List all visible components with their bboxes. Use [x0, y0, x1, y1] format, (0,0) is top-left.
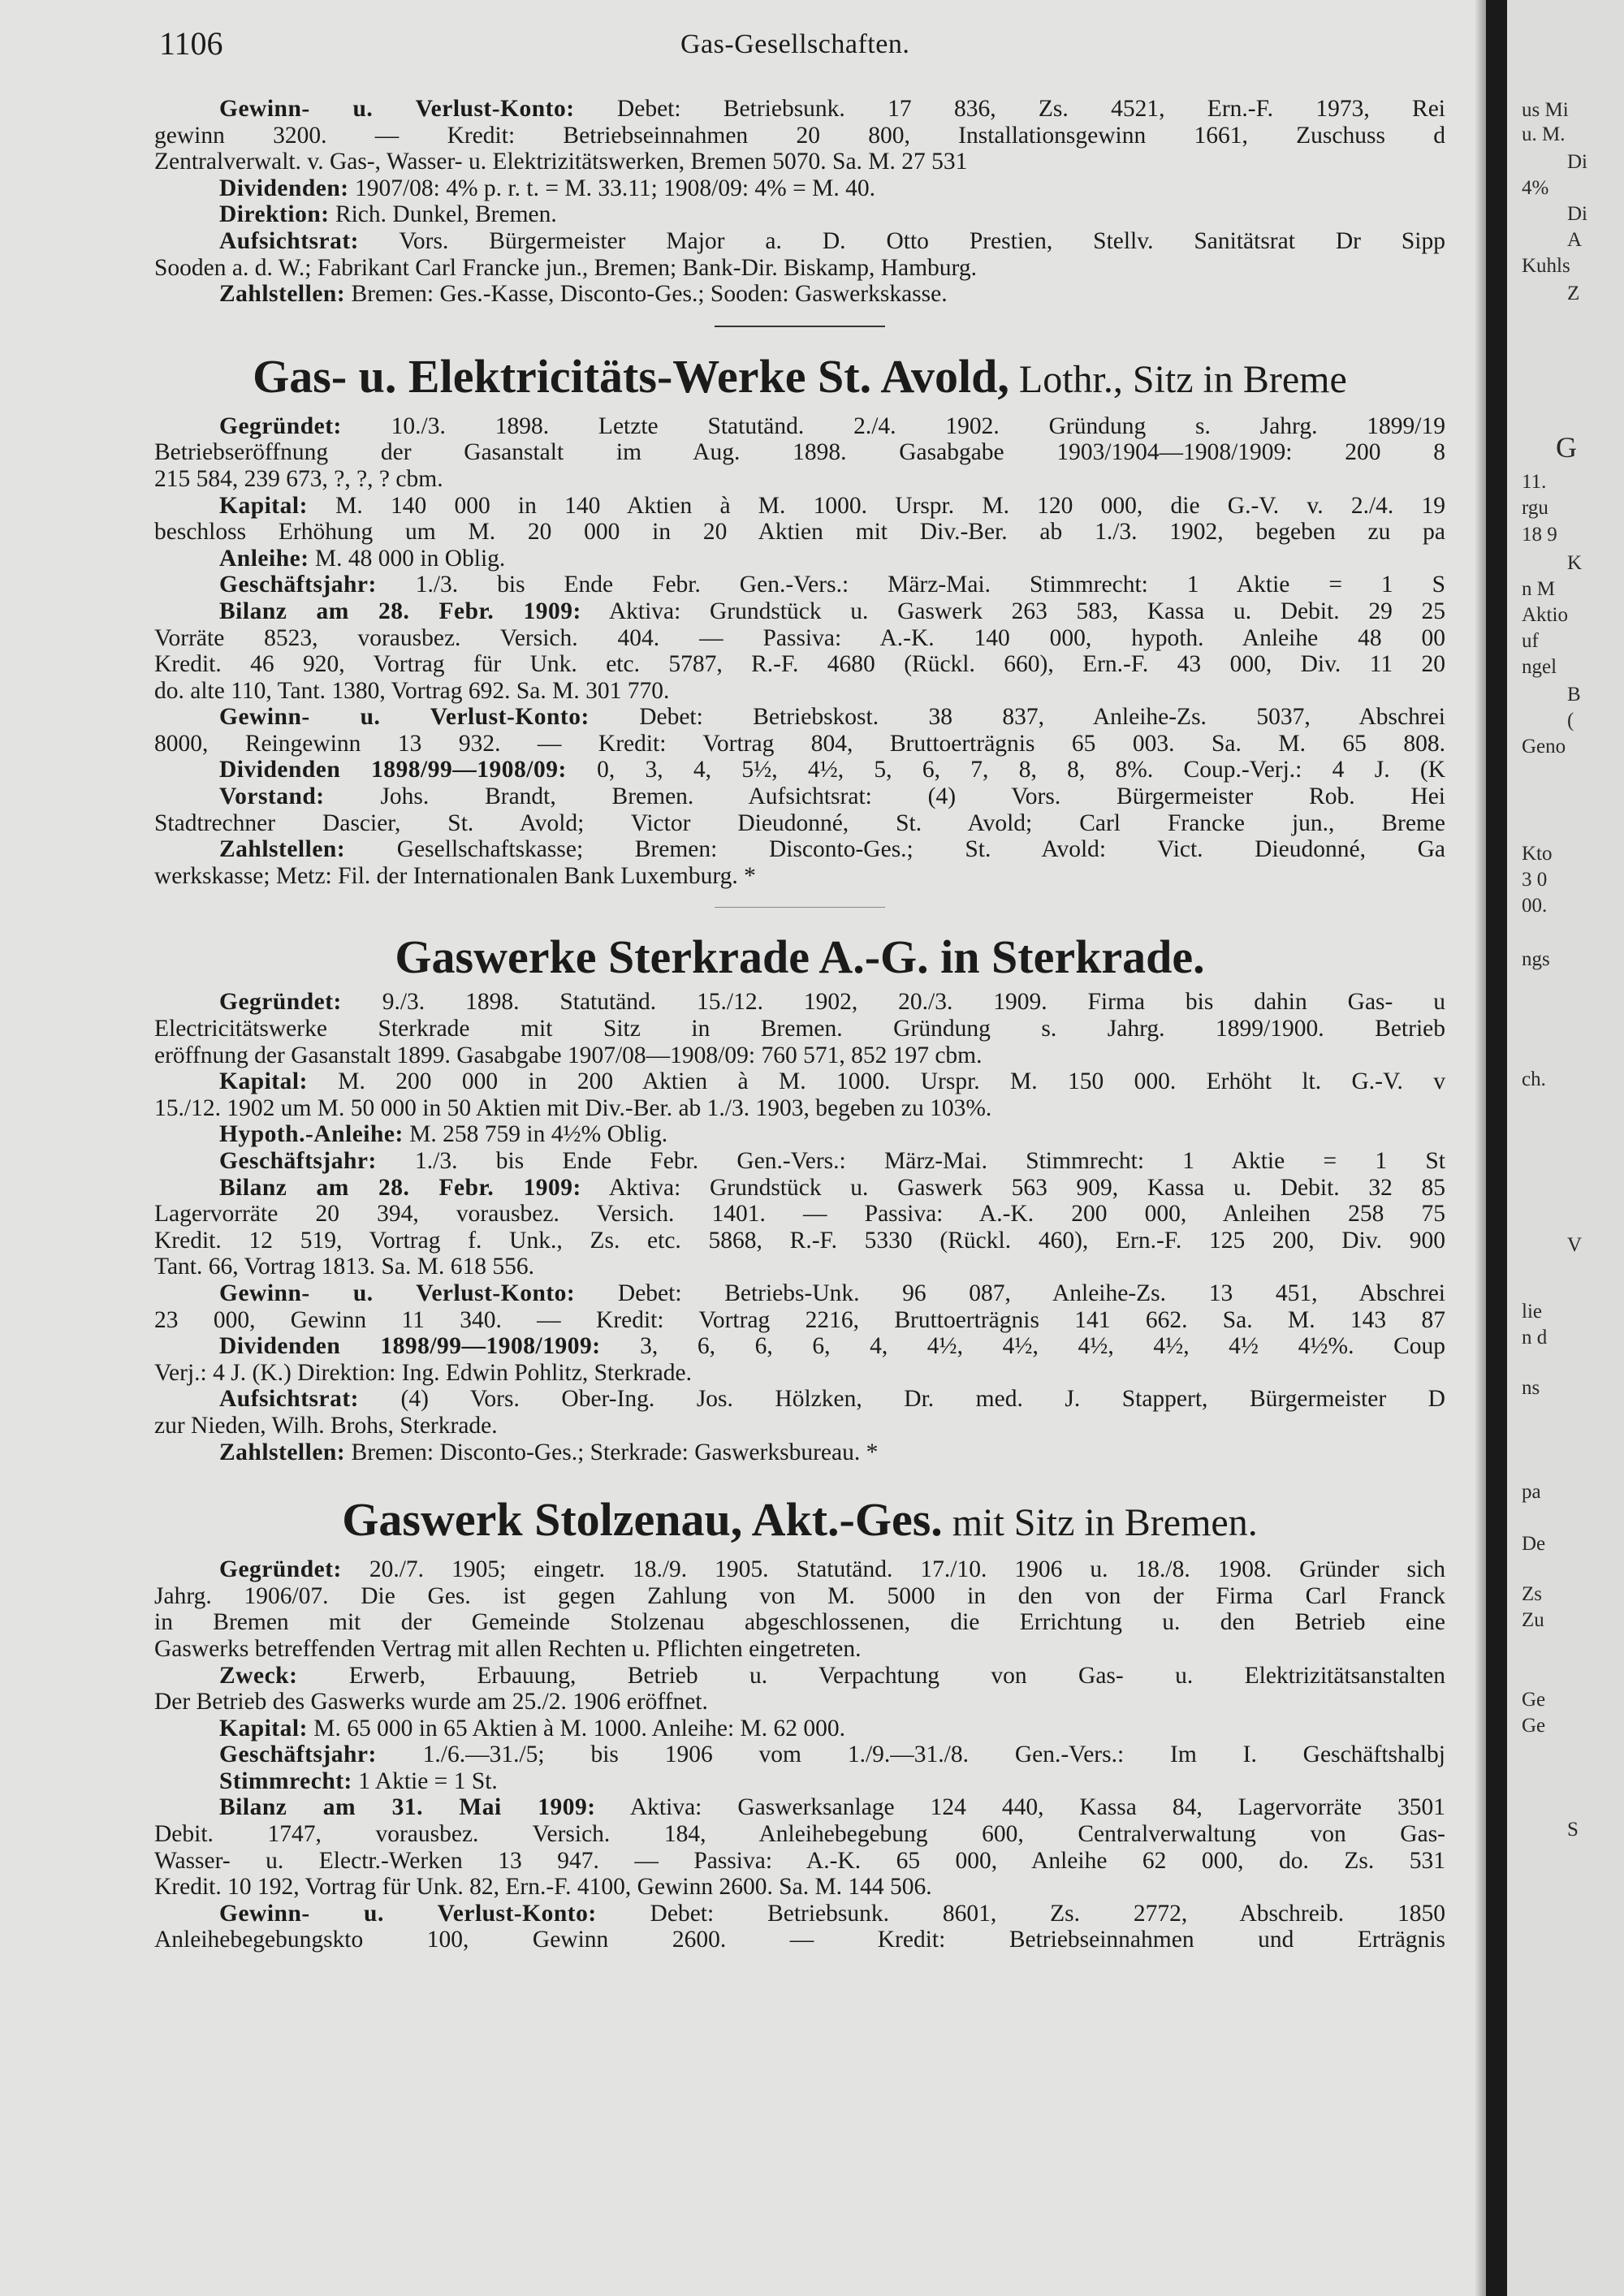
fragment-text: 3 0: [1522, 869, 1548, 891]
fragment-text: 4%: [1522, 177, 1549, 199]
fragment-text: De: [1522, 1533, 1546, 1555]
text-line: Der Betrieb des Gaswerks wurde am 25./2. 1906 eröffnet.: [154, 1689, 708, 1716]
section-previous-company: [154, 96, 1445, 327]
text-line: Jahrg. 1906/07. Die Ges. ist gegen Zahlung von M. 5000 in den von der Firma Carl Franck: [154, 1582, 1445, 1609]
page-edge-shadow: [1475, 0, 1486, 2296]
text-line: Kapital: M. 65 000 in 65 Aktien à M. 1000. Anleihe: M. 62 000.: [219, 1715, 845, 1741]
fragment-text: Geno: [1522, 736, 1566, 757]
text-line: Hypoth.-Anleihe: M. 258 759 in 4½% Oblig.: [219, 1121, 668, 1148]
text-line: Dividenden 1898/99—1908/1909: 3, 6, 6, 6, 4, 4½, 4½, 4½, 4½, 4½ 4½%. Coup: [219, 1333, 1445, 1360]
text-line: Zahlstellen: Gesellschaftskasse; Bremen: Disconto-Ges.; St. Avold: Vict. Dieudonné, Ga: [219, 836, 1445, 863]
text-line: 8000, Reingewinn 13 932. — Kredit: Vortrag 804, Bruttoerträgnis 65 003. Sa. M. 65 808.: [154, 730, 1445, 757]
text-line: beschloss Erhöhung um M. 20 000 in 20 Aktien mit Div.-Ber. ab 1./3. 1902, begeben zu pa: [154, 519, 1445, 546]
text-line: Gewinn- u. Verlust-Konto: Debet: Betriebsunk. 8601, Zs. 2772, Abschreib. 1850: [219, 1900, 1445, 1927]
text-line: Anleihebegebungskto 100, Gewinn 2600. — Kredit: Betriebseinnahmen und Erträgnis: [154, 1927, 1445, 1953]
fragment-text: Zs: [1522, 1583, 1542, 1605]
text-line: 23 000, Gewinn 11 340. — Kredit: Vortrag 2216, Bruttoerträgnis 141 662. Sa. M. 143 87: [154, 1306, 1445, 1333]
text-line: Gegründet: 20./7. 1905; eingetr. 18./9. 1905. Statutänd. 17./10. 1906 u. 18./8. 1908. Gründer sich: [219, 1556, 1445, 1583]
running-header: [159, 24, 1450, 63]
fragment-text: Z: [1567, 283, 1580, 304]
text-line: 15./12. 1902 um M. 50 000 in 50 Aktien mit Div.-Ber. ab 1./3. 1903, begeben zu 103%.: [154, 1094, 992, 1121]
text-line: Tant. 66, Vortrag 1813. Sa. M. 618 556.: [154, 1254, 535, 1280]
fragment-text: rgu: [1522, 497, 1548, 519]
text-line: 215 584, 239 673, ?, ?, ? cbm.: [154, 465, 443, 492]
text-line: Verj.: 4 J. (K.) Direktion: Ing. Edwin Pohlitz, Sterkrade.: [154, 1359, 692, 1386]
text-line: Geschäftsjahr: 1./3. bis Ende Febr. Gen.-Vers.: März-Mai. Stimmrecht: 1 Aktie = 1 St: [219, 1148, 1445, 1174]
fragment-text: A: [1567, 229, 1583, 251]
fragment-text: n M: [1522, 578, 1555, 600]
fragment-text: ns: [1522, 1377, 1540, 1399]
section-divider: [715, 326, 885, 327]
company-title: Gaswerke Sterkrade A.-G. in Sterkrade.: [395, 930, 1205, 984]
text-line: Zahlstellen: Bremen: Ges.-Kasse, Disconto-Ges.; Sooden: Gaswerkskasse.: [219, 281, 948, 308]
fragment-text: (: [1567, 710, 1574, 732]
section-st-avold: [154, 350, 1445, 908]
text-line: gewinn 3200. — Kredit: Betriebseinnahmen 20 800, Installationsgewinn 1661, Zuschuss d: [154, 122, 1445, 149]
running-title: Gas-Gesellschaften.: [680, 29, 910, 59]
text-line: Stimmrecht: 1 Aktie = 1 St.: [219, 1767, 498, 1794]
fragment-text: Aktio: [1522, 604, 1568, 626]
fragment-text: G: [1556, 431, 1577, 464]
text-line: Kredit. 10 192, Vortrag für Unk. 82, Ern.-F. 4100, Gewinn 2600. Sa. M. 144 506.: [154, 1874, 932, 1901]
fragment-text: Kuhls: [1522, 255, 1570, 277]
fragment-text: 18 9: [1522, 524, 1557, 546]
page-number: 1106: [159, 25, 223, 62]
text-line: do. alte 110, Tant. 1380, Vortrag 692. Sa. M. 301 770.: [154, 677, 670, 704]
text-line: Dividenden: 1907/08: 4% p. r. t. = M. 33.11; 1908/09: 4% = M. 40.: [219, 175, 876, 201]
text-line: Stadtrechner Dascier, St. Avold; Victor Dieudonné, St. Avold; Carl Francke jun., Breme: [154, 809, 1445, 836]
text-line: Zahlstellen: Bremen: Disconto-Ges.; Sterkrade: Gaswerksbureau. *: [219, 1439, 879, 1465]
text-line: Kredit. 12 519, Vortrag f. Unk., Zs. etc. 5868, R.-F. 5330 (Rückl. 460), Ern.-F. 125 200, Div. 900: [154, 1227, 1445, 1254]
fragment-text: V: [1567, 1234, 1583, 1256]
fragment-text: uf: [1522, 630, 1539, 652]
text-line: Gaswerks betreffenden Vertrag mit allen Rechten u. Pflichten eingetreten.: [154, 1635, 862, 1662]
text-line: Lagervorräte 20 394, vorausbez. Versich. 1401. — Passiva: A.-K. 200 000, Anleihen 258 75: [154, 1201, 1445, 1228]
section-stolzenau: [154, 1493, 1445, 1953]
text-line: Zweck: Erwerb, Erbauung, Betrieb u. Verpachtung von Gas- u. Elektrizitätsanstalten: [219, 1662, 1445, 1689]
text-line: Anleihe: M. 48 000 in Oblig.: [219, 545, 506, 572]
text-line: Bilanz am 31. Mai 1909: Aktiva: Gaswerksanlage 124 440, Kassa 84, Lagervorräte 3501: [219, 1794, 1445, 1821]
fragment-text: us Mi: [1522, 99, 1569, 121]
text-line: Gegründet: 10./3. 1898. Letzte Statutänd. 2./4. 1902. Gründung s. Jahrg. 1899/19: [219, 412, 1445, 439]
text-line: Kapital: M. 200 000 in 200 Aktien à M. 1000. Urspr. M. 150 000. Erhöht lt. G.-V. v: [219, 1068, 1445, 1095]
text-line: Aufsichtsrat: (4) Vors. Ober-Ing. Jos. Hölzken, Dr. med. J. Stappert, Bürgermeister D: [219, 1386, 1445, 1413]
fragment-text: Di: [1567, 151, 1587, 173]
fragment-text: B: [1567, 684, 1581, 706]
fragment-text: K: [1567, 552, 1583, 574]
text-line: Vorstand: Johs. Brandt, Bremen. Aufsichtsrat: (4) Vors. Bürgermeister Rob. Hei: [219, 783, 1445, 810]
text-line: werkskasse; Metz: Fil. der Internationalen Bank Luxemburg. *: [154, 862, 756, 889]
text-line: Electricitätswerke Sterkrade mit Sitz in Bremen. Gründung s. Jahrg. 1899/1900. Betrieb: [154, 1016, 1445, 1042]
text-line: Sooden a. d. W.; Fabrikant Carl Francke jun., Bremen; Bank-Dir. Biskamp, Hamburg.: [154, 254, 977, 281]
text-line: Gegründet: 9./3. 1898. Statutänd. 15./12. 1902, 20./3. 1909. Firma bis dahin Gas- u: [219, 989, 1445, 1016]
fragment-text: ngs: [1522, 948, 1550, 970]
page-content: [154, 96, 1445, 1953]
text-line: Bilanz am 28. Febr. 1909: Aktiva: Grundstück u. Gaswerk 263 583, Kassa u. Debit. 29 25: [219, 598, 1445, 624]
text-line: Betriebseröffnung der Gasanstalt im Aug. 1898. Gasabgabe 1903/1904—1908/1909: 200 8: [154, 439, 1445, 466]
text-line: Gewinn- u. Verlust-Konto: Debet: Betriebsunk. 17 836, Zs. 4521, Ern.-F. 1973, Rei: [219, 96, 1445, 122]
section-divider: [715, 907, 885, 908]
fragment-text: Di: [1567, 203, 1587, 225]
text-line: Gewinn- u. Verlust-Konto: Debet: Betriebskost. 38 837, Anleihe-Zs. 5037, Abschrei: [219, 704, 1445, 731]
text-line: Dividenden 1898/99—1908/09: 0, 3, 4, 5½, 4½, 5, 6, 7, 8, 8, 8%. Coup.-Verj.: 4 J. (K: [219, 757, 1445, 783]
text-line: Aufsichtsrat: Vors. Bürgermeister Major a. D. Otto Prestien, Stellv. Sanitätsrat Dr Sipp: [219, 227, 1445, 254]
text-line: Zentralverwalt. v. Gas-, Wasser- u. Elektrizitätswerken, Bremen 5070. Sa. M. 27 531: [154, 149, 968, 175]
fragment-text: 11.: [1522, 471, 1547, 493]
book-spine: [1486, 0, 1507, 2296]
text-line: Bilanz am 28. Febr. 1909: Aktiva: Grundstück u. Gaswerk 563 909, Kassa u. Debit. 32 85: [219, 1174, 1445, 1201]
section-sterkrade: [154, 930, 1445, 1465]
text-line: zur Nieden, Wilh. Brohs, Sterkrade.: [154, 1412, 498, 1439]
text-line: Geschäftsjahr: 1./3. bis Ende Febr. Gen.-Vers.: März-Mai. Stimmrecht: 1 Aktie = 1 S: [219, 572, 1445, 598]
fragment-text: u. M.: [1522, 123, 1566, 145]
fragment-text: ch.: [1522, 1068, 1546, 1090]
text-line: Geschäftsjahr: 1./6.—31./5; bis 1906 vom 1./9.—31./8. Gen.-Vers.: Im I. Geschäftshalbj: [219, 1741, 1445, 1768]
company-title: Gas- u. Elektricitäts-Werke St. Avold, Lothr., Sitz in Breme: [253, 349, 1347, 403]
fragment-text: Kto: [1522, 843, 1553, 865]
text-line: Gewinn- u. Verlust-Konto: Debet: Betriebs-Unk. 96 087, Anleihe-Zs. 13 451, Abschrei: [219, 1280, 1445, 1306]
text-line: Direktion: Rich. Dunkel, Bremen.: [219, 201, 557, 228]
fragment-text: Zu: [1522, 1609, 1544, 1631]
text-line: Debit. 1747, vorausbez. Versich. 184, Anleihebegebung 600, Centralverwaltung von Gas-: [154, 1821, 1445, 1848]
fragment-text: S: [1567, 1819, 1579, 1841]
fragment-text: Ge: [1522, 1715, 1546, 1737]
fragment-text: 00.: [1522, 895, 1548, 917]
fragment-text: Ge: [1522, 1689, 1546, 1711]
fragment-text: lie: [1522, 1301, 1542, 1323]
text-line: Vorräte 8523, vorausbez. Versich. 404. — Passiva: A.-K. 140 000, hypoth. Anleihe 48 00: [154, 624, 1445, 651]
text-line: Kredit. 46 920, Vortrag für Unk. etc. 5787, R.-F. 4680 (Rückl. 660), Ern.-F. 43 000, Div. 11 20: [154, 651, 1445, 678]
text-line: Kapital: M. 140 000 in 140 Aktien à M. 1000. Urspr. M. 120 000, die G.-V. v. 2./4. 19: [219, 492, 1445, 519]
text-line: eröffnung der Gasanstalt 1899. Gasabgabe 1907/08—1908/09: 760 571, 852 197 cbm.: [154, 1042, 983, 1068]
fragment-text: ngel: [1522, 656, 1557, 678]
fragment-text: n d: [1522, 1327, 1548, 1349]
text-line: Wasser- u. Electr.-Werken 13 947. — Passiva: A.-K. 65 000, Anleihe 62 000, do. Zs. 531: [154, 1847, 1445, 1874]
text-line: in Bremen mit der Gemeinde Stolzenau abgeschlossenen, die Errichtung u. den Betrieb eine: [154, 1609, 1445, 1636]
facing-page-fragment: [1507, 0, 1624, 2296]
fragment-text: pa: [1522, 1481, 1541, 1503]
company-title: Gaswerk Stolzenau, Akt.-Ges. mit Sitz in Bremen.: [342, 1493, 1258, 1547]
